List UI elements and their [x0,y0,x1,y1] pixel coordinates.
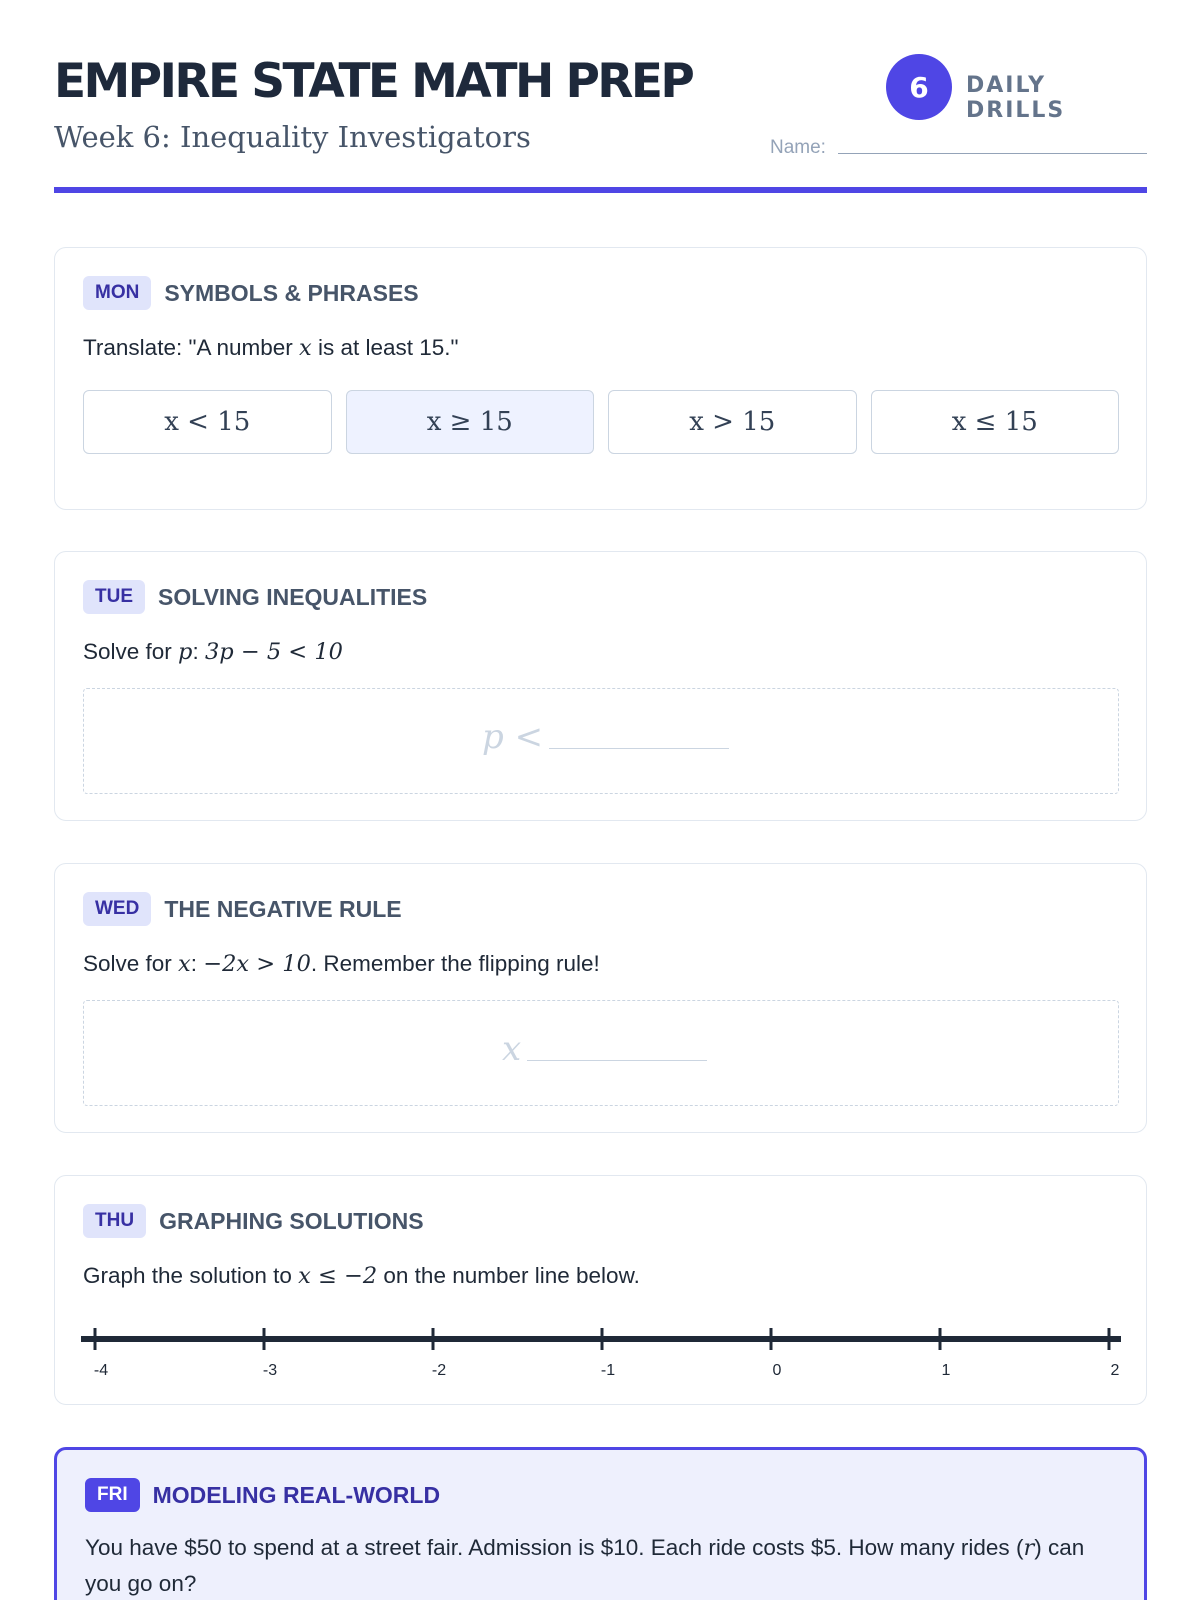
card-title: SYMBOLS & PHRASES [164,279,419,306]
number-line-tick-label: -3 [262,1362,278,1379]
prompt-text: Solve for [83,639,179,664]
card-thursday [54,1175,1147,1405]
answer-hint [502,1029,707,1069]
card-header [83,892,402,926]
answer-hint-text: p < [482,717,544,757]
prompt-text: Translate: "A number [83,335,300,360]
prompt-variable: x [299,335,312,361]
answer-blank[interactable] [527,1060,707,1061]
answer-hint-text: x [502,1029,522,1069]
answer-hint [482,717,729,757]
card-title: MODELING REAL-WORLD [152,1481,441,1508]
prompt-variable: p [178,639,193,665]
name-label: Name: [770,137,826,158]
prompt-text: : [192,639,205,664]
prompt-text: is at least 15." [311,335,459,360]
prompt-text: ) can you go on? [85,1535,1085,1596]
answer-blank[interactable] [549,748,729,749]
card-monday [54,247,1147,510]
question-prompt [83,634,1122,670]
card-title: THE NEGATIVE RULE [164,895,402,922]
card-title: SOLVING INEQUALITIES [158,583,428,610]
day-badge: WED [83,892,151,926]
card-header [83,580,427,614]
name-field[interactable] [838,153,1147,154]
number-line-tick-label: -2 [431,1362,447,1379]
number-line[interactable] [81,1324,1121,1394]
prompt-expression: x ≤ −2 [298,1263,378,1289]
page-subtitle: Week 6: Inequality Investigators [54,120,531,154]
answer-box[interactable] [83,688,1119,794]
card-header [83,276,419,310]
choice-option-selected[interactable]: x ≥ 15 [346,390,595,454]
number-line-tick-label: 2 [1110,1362,1120,1379]
prompt-text: on the number line below. [377,1263,640,1288]
prompt-expression: 3p − 5 < 10 [204,639,343,665]
number-line-tick-label: 1 [941,1362,951,1379]
question-prompt [83,946,1122,982]
question-prompt [83,1258,1122,1294]
question-prompt [85,1530,1120,1600]
header-divider [54,187,1147,193]
day-badge: TUE [83,580,145,614]
page-title: EMPIRE STATE MATH PREP [54,54,693,109]
card-title: GRAPHING SOLUTIONS [159,1207,424,1234]
number-line-tick-label: 0 [772,1362,782,1379]
number-line-tick-label: -4 [93,1362,109,1379]
day-badge: THU [83,1204,146,1238]
prompt-text: Solve for [83,951,179,976]
answer-choices [83,390,1119,454]
choice-option[interactable]: x < 15 [83,390,332,454]
prompt-variable: r [1023,1535,1035,1561]
question-prompt [83,330,1122,366]
day-badge: MON [83,276,151,310]
prompt-text: : [190,951,204,976]
prompt-variable: x [178,951,191,977]
prompt-text: Graph the solution to [83,1263,299,1288]
worksheet-header [54,0,1147,196]
choice-option[interactable]: x > 15 [608,390,857,454]
number-line-tick-label: -1 [600,1362,616,1379]
card-header [85,1478,440,1512]
card-tuesday [54,551,1147,821]
daily-drills-label: DAILY DRILLS [966,73,1066,123]
choice-option[interactable]: x ≤ 15 [871,390,1120,454]
day-badge: FRI [85,1478,140,1512]
card-wednesday [54,863,1147,1133]
worksheet-page [54,0,1147,1600]
card-header [83,1204,424,1238]
prompt-text: . Remember the flipping rule! [310,951,600,976]
card-friday [54,1447,1147,1600]
week-number-badge: 6 [886,54,952,120]
prompt-text: You have $50 to spend at a street fair. Admission is $10. Each ride costs $5. How many rides ( [85,1535,1024,1560]
prompt-expression: −2x > 10 [203,951,311,977]
answer-box[interactable] [83,1000,1119,1106]
